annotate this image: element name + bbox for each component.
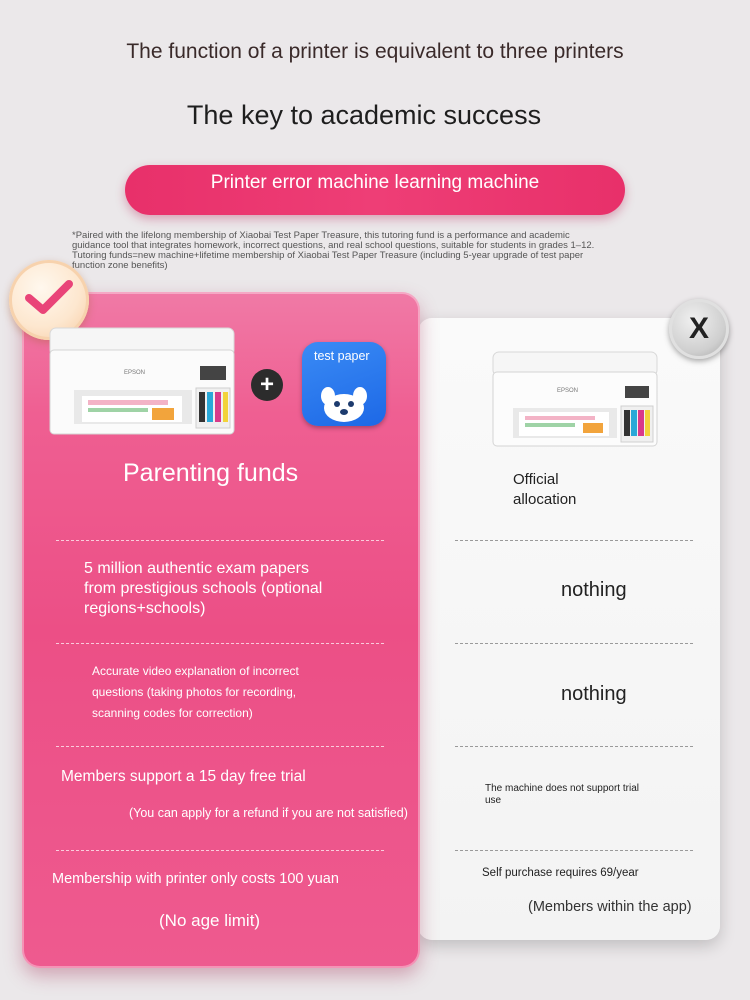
divider xyxy=(56,540,384,541)
trial-line: The machine does not support trial xyxy=(485,783,639,794)
benefit-line: regions+schools) xyxy=(84,600,206,617)
benefit-line: from prestigious schools (optional xyxy=(84,580,323,597)
benefit-line: questions (taking photos for recording, xyxy=(92,685,297,699)
printer-brand-label: EPSON xyxy=(557,388,579,394)
fine-print xyxy=(72,231,692,271)
app-icon xyxy=(302,342,386,426)
official-row-trial xyxy=(485,783,639,807)
title-line: allocation xyxy=(513,491,577,508)
benefit-age-note: (No age limit) xyxy=(159,911,261,930)
printer-image-right xyxy=(491,350,659,450)
official-allocation-title xyxy=(513,470,576,510)
title-line: Official xyxy=(513,471,559,488)
printer-brand-label: EPSON xyxy=(124,370,146,376)
benefit-line: Accurate video explanation of incorrect xyxy=(92,664,299,678)
divider xyxy=(455,746,693,747)
divider xyxy=(56,746,384,747)
benefit-free-trial: Members support a 15 day free trial xyxy=(61,768,306,785)
banner-pill: Printer error machine learning machine xyxy=(125,165,625,215)
headline-subtitle: The function of a printer is equivalent to three printers xyxy=(126,40,624,63)
headline-title: The key to academic success xyxy=(186,100,542,130)
divider xyxy=(56,643,384,644)
official-row-video: nothing xyxy=(561,683,627,705)
divider xyxy=(56,850,384,851)
benefit-line: 5 million authentic exam papers xyxy=(84,560,310,577)
divider xyxy=(455,643,693,644)
benefit-video-explanation xyxy=(92,661,299,724)
plus-icon: + xyxy=(251,369,283,401)
official-row-exam-papers: nothing xyxy=(561,579,627,601)
parenting-funds-title: Parenting funds xyxy=(123,459,299,487)
benefit-exam-papers xyxy=(84,559,322,619)
official-row-note: (Members within the app) xyxy=(528,899,692,915)
benefit-line: scanning codes for correction) xyxy=(92,706,253,720)
benefit-price: Membership with printer only costs 100 yuan xyxy=(52,871,339,887)
dog-mascot-icon xyxy=(320,386,368,422)
divider xyxy=(455,540,693,541)
trial-line: use xyxy=(485,795,502,806)
divider xyxy=(455,850,693,851)
fine-print-line: function zone benefits) xyxy=(72,260,168,271)
app-icon-label: test paper xyxy=(314,349,370,363)
fine-print-line: Tutoring funds=new machine+lifetime membership of Xiaobai Test Paper Treasure (including 5-year upgrade of test paper xyxy=(72,250,584,261)
close-icon: X xyxy=(669,299,729,359)
fine-print-line: *Paired with the lifelong membership of Xiaobai Test Paper Treasure, this tutoring fund is a performance and academic xyxy=(72,230,570,241)
printer-image-left xyxy=(48,326,236,438)
official-row-price: Self purchase requires 69/year xyxy=(482,867,639,879)
fine-print-line: guidance tool that integrates homework, incorrect questions, and real school questions, suitable for students in grades 1–12. xyxy=(72,240,595,251)
benefit-refund-note: (You can apply for a refund if you are not satisfied) xyxy=(129,806,408,820)
